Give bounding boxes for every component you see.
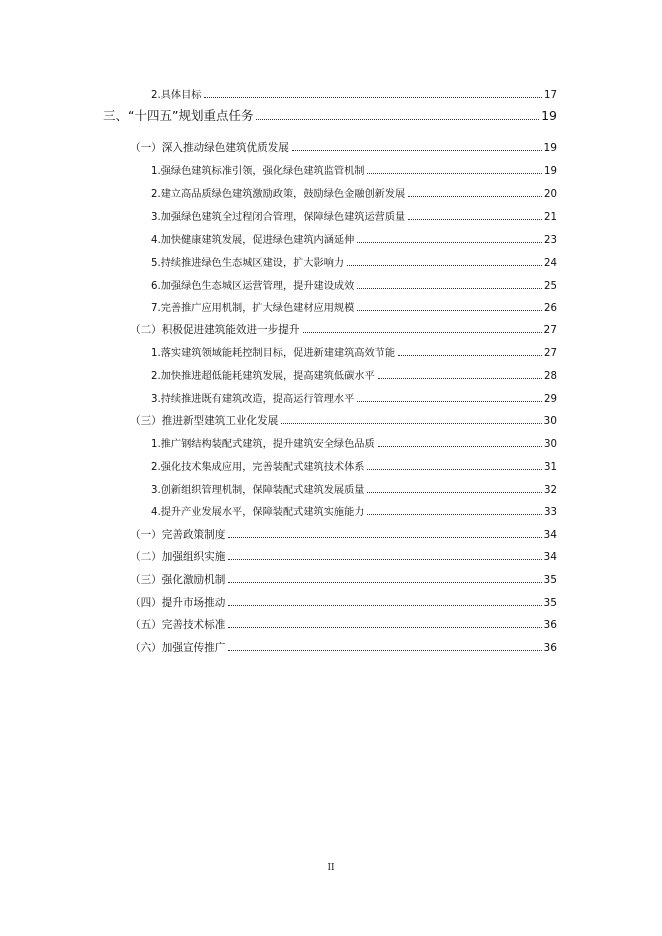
toc-entry-page: 23	[544, 235, 557, 246]
toc-entry-title: 2.建立高品质绿色建筑激励政策，鼓励绿色金融创新发展	[151, 189, 406, 200]
toc-dot-leader	[357, 276, 542, 289]
toc-entry-page: 29	[544, 394, 557, 405]
toc-entry[interactable]	[151, 298, 557, 314]
toc-entry-title: 3.加强绿色建筑全过程闭合管理，保障绿色建筑运营质量	[151, 212, 406, 223]
toc-entry[interactable]	[151, 184, 557, 200]
toc-entry[interactable]	[130, 525, 557, 541]
toc-entry[interactable]	[151, 343, 557, 359]
toc-entry-title: （一）深入推动绿色建筑优质发展	[130, 142, 289, 154]
toc-entry-title: 5.持续推进绿色生态城区建设，扩大影响力	[151, 258, 345, 269]
toc-entry[interactable]	[151, 389, 557, 405]
toc-entry[interactable]	[151, 502, 557, 518]
toc-entry[interactable]	[151, 457, 557, 473]
toc-entry-page: 35	[543, 597, 557, 609]
toc-dot-leader	[357, 298, 542, 311]
toc-entry[interactable]	[151, 230, 557, 246]
toc-entry[interactable]	[130, 547, 557, 563]
toc-entry-title: 2.具体目标	[151, 90, 202, 101]
toc-dot-leader	[408, 207, 542, 220]
toc-dot-leader	[228, 525, 541, 538]
toc-dot-leader	[347, 253, 542, 266]
toc-entry-page: 17	[544, 90, 557, 101]
toc-dot-leader	[378, 434, 542, 447]
toc-dot-leader	[357, 389, 542, 402]
toc-dot-leader	[228, 615, 541, 628]
toc-entry-title: 4.加快健康建筑发展，促进绿色建筑内涵延伸	[151, 235, 355, 246]
toc-entry-page: 25	[544, 281, 557, 292]
toc-entry-title: （六）加强宣传推广	[130, 642, 226, 654]
toc-dot-leader	[228, 547, 541, 560]
toc-entry-title: 2.加快推进超低能耗建筑发展，提高建筑低碳水平	[151, 371, 375, 382]
toc-entry-title: （三）强化激励机制	[130, 574, 226, 586]
page-number: II	[327, 863, 335, 873]
toc-entry[interactable]	[151, 434, 557, 450]
toc-entry-page: 34	[543, 529, 557, 541]
toc-entry[interactable]	[151, 480, 557, 496]
toc-dot-leader	[408, 184, 542, 197]
toc-entry-page: 20	[544, 189, 557, 200]
toc-entry-page: 24	[544, 258, 557, 269]
toc-entry-title: 1.落实建筑领域能耗控制目标，促进新建建筑高效节能	[151, 348, 396, 359]
toc-entry-title: （一）完善政策制度	[130, 529, 226, 541]
toc-entry-page: 19	[543, 142, 557, 154]
toc-dot-leader	[228, 570, 541, 583]
toc-entry-page: 30	[543, 415, 557, 427]
toc-entry-title: 三、“十四五”规划重点任务	[103, 108, 254, 123]
toc-dot-leader	[367, 161, 542, 174]
toc-entry[interactable]	[130, 615, 557, 631]
toc-entry[interactable]	[151, 85, 557, 101]
toc-dot-leader	[204, 85, 542, 98]
toc-entry[interactable]	[130, 570, 557, 586]
toc-entry-title: 1.强绿色建筑标准引领，强化绿色建筑监管机制	[151, 166, 365, 177]
toc-entry-page: 21	[544, 212, 557, 223]
toc-dot-leader	[398, 343, 542, 356]
toc-entry-page: 31	[544, 462, 557, 473]
toc-dot-leader	[303, 320, 542, 333]
toc-entry-page: 35	[543, 574, 557, 586]
toc-dot-leader	[256, 107, 539, 120]
toc-entry-page: 36	[543, 642, 557, 654]
toc-entry-page: 26	[544, 303, 557, 314]
toc-entry-title: 6.加强绿色生态城区运营管理，提升建设成效	[151, 281, 355, 292]
toc-entry-title: 1.推广钢结构装配式建筑，提升建筑安全绿色品质	[151, 439, 375, 450]
toc-entry-page: 30	[544, 439, 557, 450]
toc-entry-page: 33	[544, 507, 557, 518]
toc-dot-leader	[367, 457, 542, 470]
toc-entry-title: （五）完善技术标准	[130, 619, 226, 631]
toc-entry[interactable]	[130, 138, 557, 154]
toc-dot-leader	[357, 230, 542, 243]
toc-entry-title: （四）提升市场推动	[130, 597, 226, 609]
toc-entry-page: 34	[543, 551, 557, 563]
toc-entry-page: 19	[544, 166, 557, 177]
toc-entry-title: （二）积极促进建筑能效进一步提升	[130, 324, 300, 336]
toc-entry[interactable]	[130, 638, 557, 654]
toc-entry-page: 27	[544, 348, 557, 359]
toc-dot-leader	[281, 411, 541, 424]
toc-entry[interactable]	[151, 253, 557, 269]
toc-entry-title: （二）加强组织实施	[130, 551, 226, 563]
toc-dot-leader	[367, 502, 542, 515]
toc-entry[interactable]	[130, 593, 557, 609]
toc-entry[interactable]	[151, 276, 557, 292]
toc-entry[interactable]	[130, 320, 557, 336]
toc-entry-title: 3.创新组织管理机制，保障装配式建筑发展质量	[151, 485, 365, 496]
toc-entry[interactable]	[130, 411, 557, 427]
toc-dot-leader	[228, 638, 541, 651]
toc-entry-page: 28	[544, 371, 557, 382]
toc-entry-title: 4.提升产业发展水平，保障装配式建筑实施能力	[151, 507, 365, 518]
toc-entry[interactable]	[151, 207, 557, 223]
toc-entry-page: 19	[541, 108, 557, 123]
toc-dot-leader	[228, 593, 541, 606]
toc-dot-leader	[378, 366, 542, 379]
toc-dot-leader	[292, 138, 542, 151]
toc-entry-title: 2.强化技术集成应用，完善装配式建筑技术体系	[151, 462, 365, 473]
toc-dot-leader	[367, 480, 542, 493]
toc-entry-page: 27	[543, 324, 557, 336]
toc-entry[interactable]	[103, 107, 557, 125]
toc-entry[interactable]	[151, 366, 557, 382]
toc-entry[interactable]	[151, 161, 557, 177]
toc-entry-title: 3.持续推进既有建筑改造，提高运行管理水平	[151, 394, 355, 405]
toc-entry-title: 7.完善推广应用机制，扩大绿色建材应用规模	[151, 303, 355, 314]
toc-entry-page: 32	[544, 485, 557, 496]
toc-entry-title: （三）推进新型建筑工业化发展	[130, 415, 279, 427]
toc-entry-page: 36	[543, 619, 557, 631]
